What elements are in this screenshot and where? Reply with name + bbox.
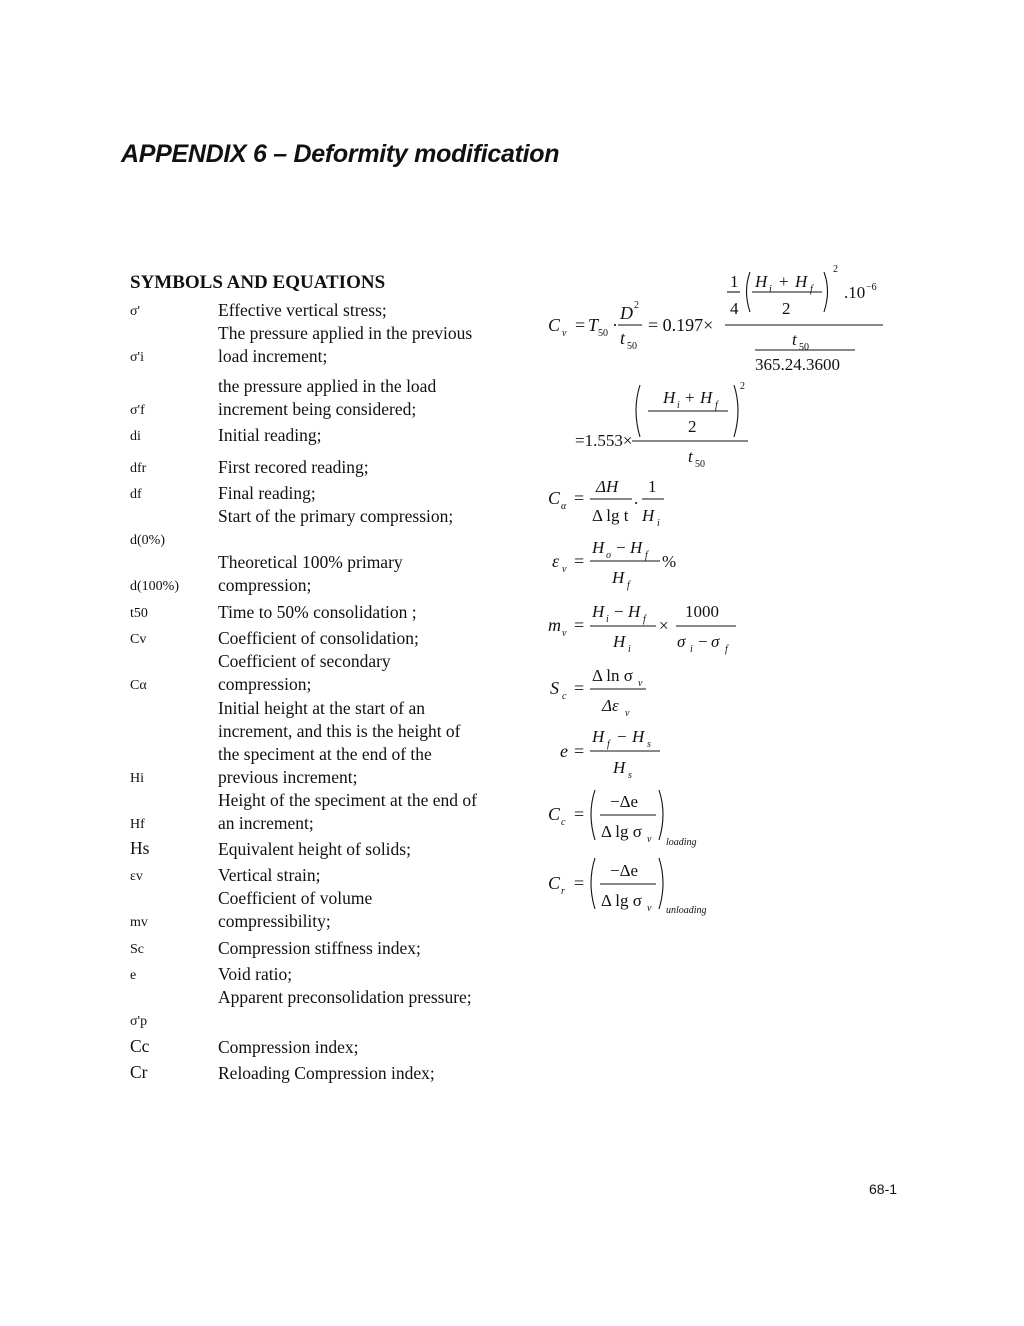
- eq-dot: ·: [612, 315, 618, 335]
- symbol: Cα: [130, 678, 147, 693]
- eq-cr-den: Δ lg σ: [601, 891, 642, 910]
- eq-ev-lhs-sub: v: [562, 564, 567, 575]
- eq-ev-num-b: H: [630, 538, 643, 557]
- definition: Compression index;: [218, 1037, 359, 1057]
- eq-cr-lhs-sub: r: [561, 886, 565, 897]
- eq-cv-t50: t: [620, 328, 626, 348]
- eq-mv-minus: −: [614, 602, 624, 621]
- eq-mv-k: 1000: [685, 602, 719, 621]
- eq-ev-num-a: H: [592, 538, 605, 557]
- equation-cv: [548, 264, 883, 374]
- eq-mv-sigma-b-sub: f: [725, 644, 728, 655]
- eq-cr-cond: unloading: [666, 905, 707, 916]
- eq-ca-hi: H: [642, 506, 655, 525]
- eq-ca-one: 1: [648, 477, 657, 496]
- eq-cv-one: 1: [730, 272, 739, 291]
- eq-cc-cond: loading: [666, 837, 697, 848]
- equation-c-alpha: [548, 477, 664, 529]
- equation-cv-simplified: [575, 381, 748, 470]
- symbol: Cc: [130, 1036, 150, 1056]
- eq-sc-den: Δε: [602, 696, 619, 715]
- eq-cv-d: D: [620, 303, 633, 323]
- page-heading: APPENDIX 6 – Deformity modification: [121, 140, 560, 168]
- definition: Coefficient of secondary compression;: [218, 651, 391, 694]
- section-title: SYMBOLS AND EQUATIONS: [130, 272, 386, 293]
- symbol: Hf: [130, 817, 145, 832]
- definition: Reloading Compression index;: [218, 1063, 435, 1083]
- eq-cv-d-sup: 2: [634, 300, 639, 311]
- eq-cv-hf-sub: f: [810, 284, 813, 295]
- eq-cv-scale: .10: [844, 283, 866, 302]
- symbol: Hs: [130, 838, 150, 858]
- eq-e-num-b: H: [632, 727, 645, 746]
- eq-cc-lhs-sub: c: [561, 817, 566, 828]
- eq-mv-den-sub: i: [628, 644, 631, 655]
- eq-ev-lhs: ε: [552, 551, 560, 571]
- eq-cc-lhs: C: [548, 804, 561, 824]
- eq-equals: =: [575, 315, 586, 335]
- eq-mv-num-a-sub: i: [606, 614, 609, 625]
- eq-sc-num: Δ ln σ: [592, 666, 633, 685]
- definition: First recored reading;: [218, 457, 369, 477]
- eq-ev-minus: −: [616, 538, 626, 557]
- eq-mv-sigma-a-sub: i: [690, 644, 693, 655]
- eq-mv-sigma-b: σ: [711, 632, 720, 651]
- eq-equals: =: [574, 804, 585, 824]
- eq-cv-four: 4: [730, 299, 739, 318]
- eq-mv-minus2: −: [698, 632, 708, 651]
- eq-cv-t50-denom: t: [792, 330, 797, 349]
- eq-cv2-hf-sub: f: [715, 400, 718, 411]
- symbol: di: [130, 429, 141, 444]
- symbol: t50: [130, 606, 148, 621]
- eq-ev-num-a-sub: o: [606, 550, 611, 561]
- eq-cv-rparen: [824, 272, 828, 312]
- eq-cv-two: 2: [782, 299, 791, 318]
- eq-cr-num: −Δe: [610, 861, 639, 880]
- eq-cv-hf: H: [795, 272, 808, 291]
- equation-s-c: [550, 666, 646, 719]
- eq-cr-lparen: [591, 858, 595, 909]
- symbol: Sc: [130, 942, 144, 957]
- symbol: d(100%): [130, 579, 179, 594]
- eq-equals: =: [574, 678, 585, 698]
- eq-cv2-t50: t: [688, 447, 693, 466]
- definition: Equivalent height of solids;: [218, 839, 411, 859]
- eq-cv-hi: H: [755, 272, 768, 291]
- eq-cv-scale-sup: −6: [866, 282, 877, 293]
- eq-cv-lparen: [747, 272, 751, 312]
- eq-cr-lhs: C: [548, 873, 561, 893]
- eq-cc-lparen: [591, 790, 595, 840]
- definition: Theoretical 100% primary compression;: [218, 552, 403, 595]
- eq-cv2-square: 2: [740, 381, 745, 392]
- eq-e-num-b-sub: s: [647, 739, 651, 750]
- eq-cv-plus: +: [779, 272, 789, 291]
- definition: Start of the primary compression;: [218, 506, 454, 526]
- definition: The pressure applied in the previous load increment;: [218, 323, 473, 366]
- eq-cr-rparen: [659, 858, 663, 909]
- symbol: Hi: [130, 771, 144, 786]
- eq-cv-t: T: [588, 315, 599, 335]
- equation-void-ratio: [560, 727, 660, 781]
- eq-cc-den: Δ lg σ: [601, 822, 642, 841]
- definition: Void ratio;: [218, 964, 293, 984]
- eq-mv-sigma-a: σ: [677, 632, 686, 651]
- eq-cc-rparen: [659, 790, 663, 840]
- eq-ca-den: Δ lg t: [592, 506, 629, 525]
- eq-ev-pct: %: [662, 552, 677, 571]
- symbol: σ': [130, 304, 141, 319]
- definition: the pressure applied in the load increment being considered;: [218, 376, 437, 419]
- eq-cv2-rparen: [734, 385, 738, 437]
- eq-cv-lhs-sub: v: [562, 328, 567, 339]
- eq-cv-lhs: C: [548, 315, 561, 335]
- definition: Apparent preconsolidation pressure;: [218, 987, 472, 1007]
- eq-cv-coef: = 0.197×: [648, 315, 714, 335]
- eq-e-minus: −: [617, 727, 627, 746]
- definition: Compression stiffness index;: [218, 938, 421, 958]
- symbol: dfr: [130, 461, 147, 476]
- eq-mv-num-a: H: [592, 602, 605, 621]
- eq-ca-lhs-sub: α: [561, 501, 567, 512]
- eq-equals: =: [574, 551, 585, 571]
- eq-cv-denom: 365.24.3600: [755, 355, 840, 374]
- eq-ca-lhs: C: [548, 488, 561, 508]
- eq-cv-t50-denom-sub: 50: [799, 342, 809, 353]
- symbol: e: [130, 968, 137, 983]
- symbol: d(0%): [130, 533, 165, 548]
- definition: Coefficient of consolidation;: [218, 628, 419, 648]
- symbol: Cr: [130, 1062, 148, 1082]
- eq-ev-num-b-sub: f: [645, 550, 648, 561]
- equation-epsilon-v: [552, 538, 676, 591]
- definition: Coefficient of volume compressibility;: [218, 888, 373, 931]
- definition: Vertical strain;: [218, 865, 321, 885]
- eq-sc-lhs-sub: c: [562, 691, 567, 702]
- eq-e-den: H: [613, 758, 626, 777]
- eq-mv-num-b-sub: f: [643, 614, 646, 625]
- equation-m-v: [548, 602, 736, 655]
- eq-equals: =: [574, 615, 585, 635]
- equation-c-r: [548, 858, 707, 916]
- eq-cv2-lparen: [636, 385, 640, 437]
- equation-c-c: [548, 790, 697, 848]
- symbol: df: [130, 487, 142, 502]
- eq-cv2-hf: H: [700, 388, 713, 407]
- eq-e-num-a: H: [592, 727, 605, 746]
- eq-ca-hi-sub: i: [657, 518, 660, 529]
- eq-e-lhs: e: [560, 741, 568, 761]
- eq-cc-den-sub: v: [647, 834, 652, 845]
- eq-cv2-two: 2: [688, 417, 697, 436]
- eq-sc-den-sub: v: [625, 708, 630, 719]
- eq-ev-den-sub: f: [627, 580, 630, 591]
- eq-cv-hi-sub: i: [769, 284, 772, 295]
- eq-equals: =: [574, 873, 585, 893]
- definition: Height of the speciment at the end of an increment;: [218, 790, 478, 833]
- eq-cv2-coef: =1.553×: [575, 431, 633, 450]
- eq-e-den-sub: s: [628, 770, 632, 781]
- definition: Initial reading;: [218, 425, 322, 445]
- symbol: Cv: [130, 632, 147, 647]
- eq-sc-num-sub: v: [638, 678, 643, 689]
- eq-mv-num-b: H: [628, 602, 641, 621]
- eq-cv-square: 2: [833, 264, 838, 275]
- eq-equals: =: [574, 741, 585, 761]
- eq-equals: =: [574, 488, 585, 508]
- symbol: σ'i: [130, 350, 144, 365]
- definition: Time to 50% consolidation ;: [218, 602, 417, 622]
- eq-mv-lhs: m: [548, 615, 561, 635]
- symbol: mv: [130, 915, 148, 930]
- eq-cv2-t50-sub: 50: [695, 459, 705, 470]
- symbol: σ'f: [130, 403, 145, 418]
- eq-cr-den-sub: v: [647, 903, 652, 914]
- definition: Initial height at the start of an increment, and this is the height of the speciment at the end of the previous increment;: [218, 698, 461, 787]
- eq-mv-den: H: [613, 632, 626, 651]
- eq-dot: .: [634, 489, 639, 508]
- page-number: 68-1: [869, 1181, 898, 1197]
- eq-cv2-plus: +: [685, 388, 695, 407]
- symbol: σ'p: [130, 1014, 148, 1029]
- eq-cv2-hi: H: [663, 388, 676, 407]
- eq-cv2-hi-sub: i: [677, 400, 680, 411]
- eq-cv-t50-sub: 50: [627, 341, 637, 352]
- eq-cc-num: −Δe: [610, 792, 639, 811]
- eq-ca-num: ΔH: [596, 477, 619, 496]
- eq-cv-t-sub: 50: [598, 328, 608, 339]
- eq-mv-times: ×: [659, 616, 669, 635]
- eq-mv-lhs-sub: v: [562, 628, 567, 639]
- definition: Final reading;: [218, 483, 316, 503]
- eq-e-num-a-sub: f: [607, 739, 610, 750]
- eq-ev-den: H: [612, 568, 625, 587]
- symbol: εv: [130, 869, 143, 884]
- definition: Effective vertical stress;: [218, 300, 387, 320]
- eq-sc-lhs: S: [550, 678, 559, 698]
